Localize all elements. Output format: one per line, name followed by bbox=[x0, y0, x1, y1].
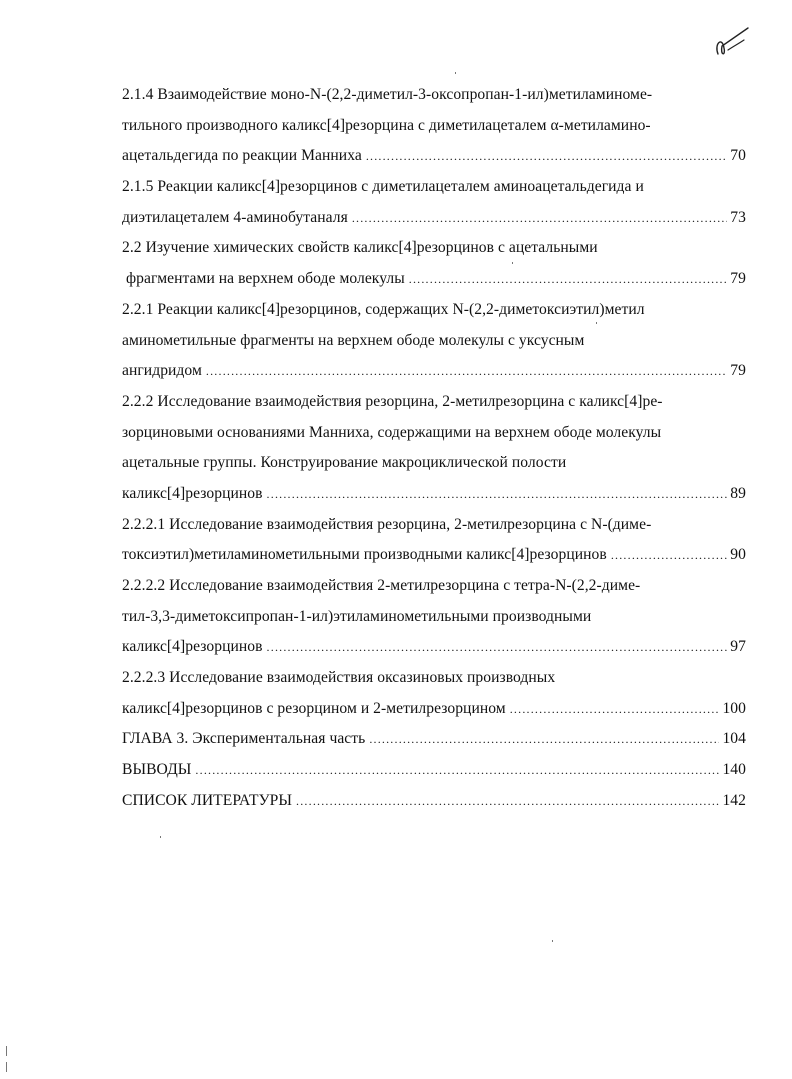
dot-leader bbox=[369, 724, 719, 755]
dot-leader bbox=[267, 632, 728, 663]
dot-leader bbox=[409, 264, 728, 295]
toc-line bbox=[122, 141, 746, 172]
toc-page-number: 79 bbox=[730, 362, 746, 380]
toc-line bbox=[122, 264, 746, 295]
dot-leader bbox=[296, 786, 719, 817]
toc-entry-text: каликс[4]резорцинов с резорцином и 2-метилрезорцином bbox=[122, 699, 506, 717]
dot-leader bbox=[366, 141, 727, 172]
toc-entry-text: СПИСОК ЛИТЕРАТУРЫ bbox=[122, 791, 293, 809]
toc-line bbox=[122, 724, 746, 755]
toc-line bbox=[122, 233, 746, 264]
toc-entry-text: ацетальные группы. Конструирование макроциклической полости bbox=[122, 454, 567, 472]
toc-line bbox=[122, 387, 746, 418]
toc-page-number: 89 bbox=[730, 484, 746, 502]
toc-line bbox=[122, 755, 746, 786]
toc-entry-text: каликс[4]резорцинов bbox=[122, 638, 263, 656]
toc-line bbox=[122, 786, 746, 817]
dot-leader bbox=[510, 694, 720, 725]
toc-entry-text: тил-3,3-диметоксипропан-1-ил)этиламинометильными производными bbox=[122, 607, 592, 625]
toc-line bbox=[122, 448, 746, 479]
dot-leader bbox=[352, 203, 727, 234]
toc-entry-text: фрагментами на верхнем ободе молекулы bbox=[126, 270, 405, 288]
toc-line bbox=[122, 295, 746, 326]
toc-line bbox=[122, 356, 746, 387]
toc-entry-text: ВЫВОДЫ bbox=[122, 761, 192, 779]
toc-entry-text: 2.1.5 Реакции каликс[4]резорцинов с диметилацеталем аминоацетальдегида и bbox=[122, 178, 644, 196]
dot-leader bbox=[206, 356, 727, 387]
toc-entry-text: 2.2.2.1 Исследование взаимодействия резорцина, 2-метилрезорцина с N-(диме- bbox=[122, 515, 652, 533]
toc-entry-text: ацетальдегида по реакции Манниха bbox=[122, 147, 362, 165]
toc-page-number: 104 bbox=[722, 730, 746, 748]
toc-page-number: 97 bbox=[730, 638, 746, 656]
table-of-contents bbox=[122, 80, 746, 817]
toc-entry-text: 2.2.2 Исследование взаимодействия резорцина, 2-метилрезорцина с каликс[4]ре- bbox=[122, 392, 663, 410]
dot-leader bbox=[611, 540, 727, 571]
toc-entry-text: ГЛАВА 3. Экспериментальная часть bbox=[122, 730, 366, 748]
dot-leader bbox=[267, 479, 728, 510]
toc-entry-text: зорциновыми основаниями Манниха, содержащими на верхнем ободе молекулы bbox=[122, 423, 662, 441]
toc-line bbox=[122, 540, 746, 571]
toc-line bbox=[122, 632, 746, 663]
toc-line bbox=[122, 479, 746, 510]
toc-entry-text: тильного производного каликс[4]резорцина с диметилацеталем α-метиламино- bbox=[122, 116, 651, 134]
toc-line bbox=[122, 326, 746, 357]
toc-entry-text: токсиэтил)метиламинометильными производными каликс[4]резорцинов bbox=[122, 546, 607, 564]
toc-entry-text: аминометильные фрагменты на верхнем ободе молекулы с уксусным bbox=[122, 331, 585, 349]
toc-page-number: 73 bbox=[730, 208, 746, 226]
toc-line bbox=[122, 694, 746, 725]
toc-line bbox=[122, 510, 746, 541]
toc-page-number: 140 bbox=[722, 761, 746, 779]
toc-page-number: 142 bbox=[722, 791, 746, 809]
toc-line bbox=[122, 203, 746, 234]
toc-line bbox=[122, 111, 746, 142]
toc-entry-text: каликс[4]резорцинов bbox=[122, 484, 263, 502]
dot-leader bbox=[195, 755, 719, 786]
toc-entry-text: 2.2.2.2 Исследование взаимодействия 2-метилрезорцина с тетра-N-(2,2-диме- bbox=[122, 577, 641, 594]
toc-entry-text: диэтилацеталем 4-аминобутаналя bbox=[122, 208, 348, 226]
toc-page-number: 79 bbox=[730, 270, 746, 288]
toc-entry-text: 2.2.2.3 Исследование взаимодействия оксазиновых производных bbox=[122, 669, 556, 687]
toc-line bbox=[122, 571, 746, 602]
toc-line bbox=[122, 602, 746, 633]
toc-page-number: 90 bbox=[730, 546, 746, 564]
toc-entry-text: 2.2 Изучение химических свойств каликс[4]резорцинов с ацетальными bbox=[122, 239, 598, 257]
toc-entry-text: 2.2.1 Реакции каликс[4]резорцинов, содержащих N-(2,2-диметоксиэтил)метил bbox=[122, 300, 645, 318]
toc-entry-text: 2.1.4 Взаимодействие моно-N-(2,2-диметил-3-оксопропан-1-ил)метиламиноме- bbox=[122, 86, 653, 103]
toc-page-number: 70 bbox=[730, 147, 746, 165]
toc-entry-text: ангидридом bbox=[122, 362, 202, 380]
toc-line bbox=[122, 172, 746, 203]
handwritten-mark bbox=[708, 22, 758, 62]
toc-line bbox=[122, 663, 746, 694]
toc-line bbox=[122, 418, 746, 449]
toc-line bbox=[122, 80, 746, 111]
toc-page-number: 100 bbox=[722, 699, 746, 717]
